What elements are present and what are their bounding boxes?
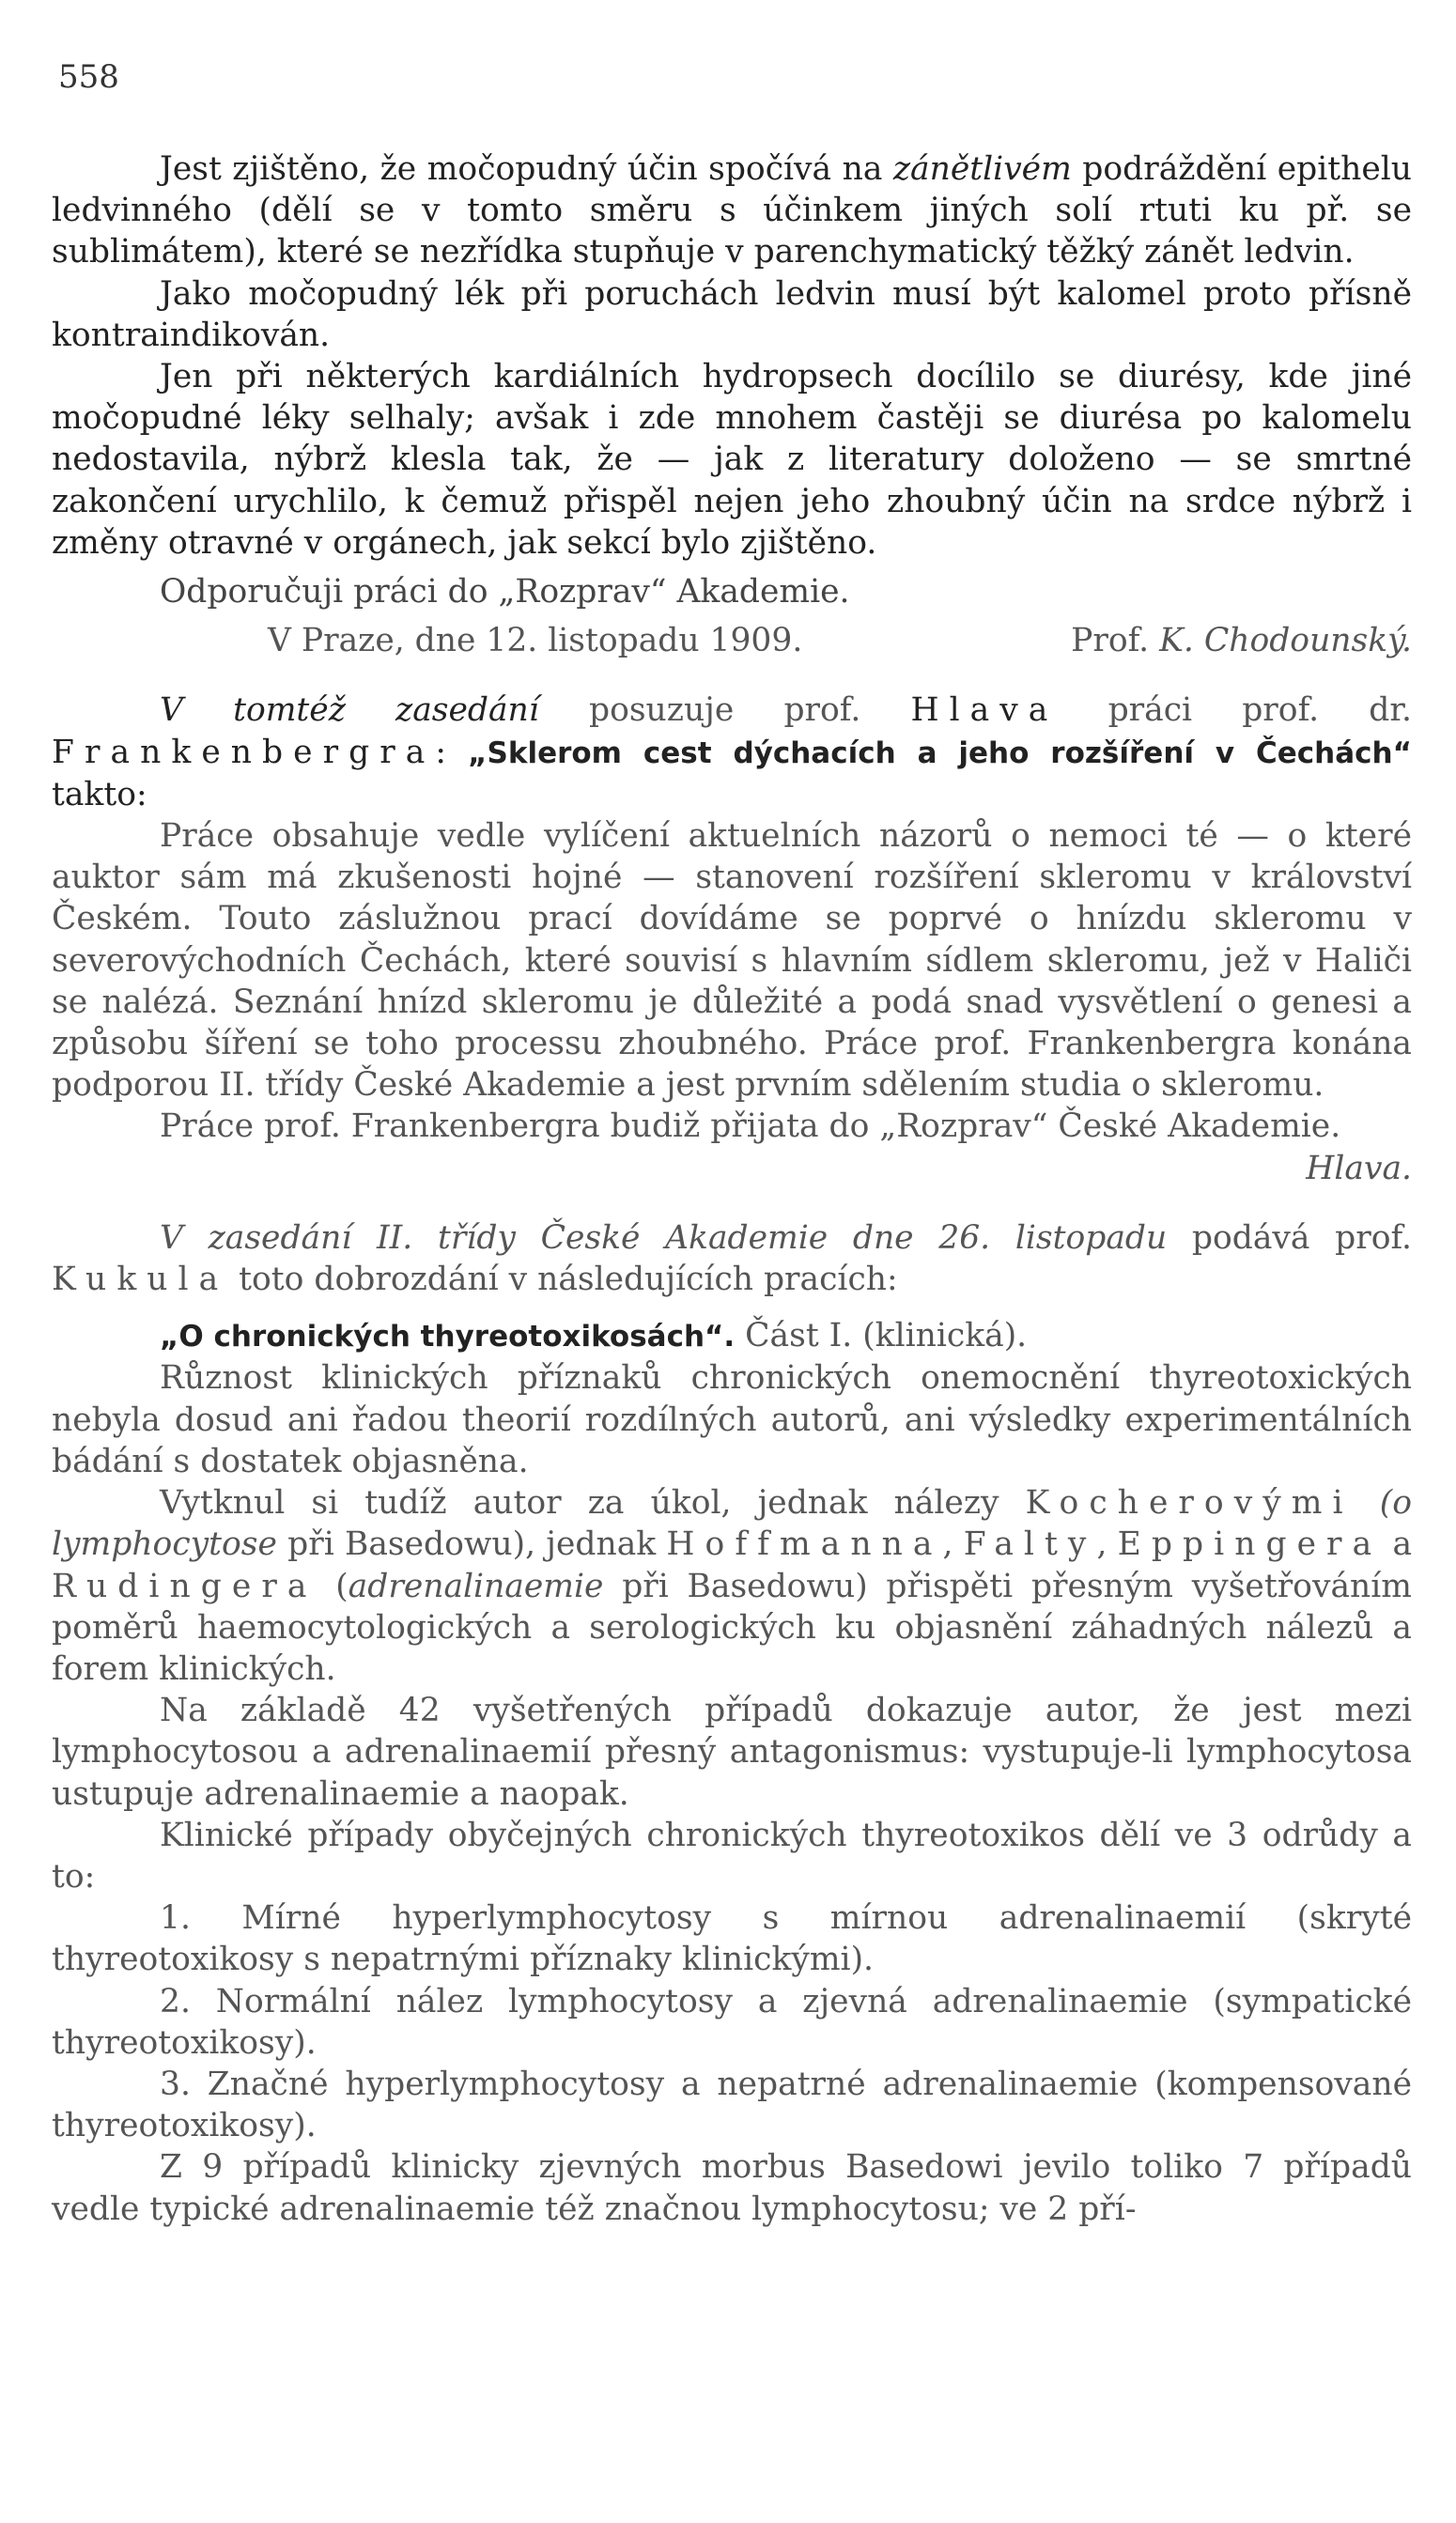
article-body bbox=[52, 148, 1412, 2230]
signature: Prof. K. Chodounský. bbox=[1071, 622, 1412, 660]
paragraph: Vytknul si tudíž autor za úkol, jednak nálezy Kocherovými (o lymphocytose při Basedowu), jednak Hoffmanna, Falty, Eppingera a Rudingera (adrenalinaemie při Basedowu) přispěti přesným vyšetřováním poměrů haemocytologických a serologických ku objasnění záhadných nálezů a forem klinických. bbox=[52, 1484, 1413, 1688]
reviewer-name: Hlava bbox=[910, 691, 1059, 730]
session-heading: V zasedání II. třídy České Akademie dne 26. listopadu bbox=[160, 1218, 1168, 1257]
page-number: 558 bbox=[58, 58, 119, 96]
session-heading: V tomtéž zasedání bbox=[160, 691, 539, 730]
section-intro: V tomtéž zasedání posuzuje prof. Hlava práci prof. dr. Frankenbergra: „Sklerom cest dýchacích a jeho rozšíření v Čechách“ takto: bbox=[52, 691, 1412, 813]
paragraph: Práce prof. Frankenbergra budiž přijata do „Rozprav“ České Akademie. bbox=[160, 1107, 1341, 1146]
list-item: 3. Značné hyperlymphocytosy a nepatrné adrenalinaemie (kompensované thyreotoxikosy). bbox=[52, 2065, 1412, 2145]
list-item: 2. Normální nález lymphocytosy a zjevná adrenalinaemie (sympatické thyreotoxikosy). bbox=[52, 1982, 1412, 2062]
paragraph: Jen při některých kardiálních hydropsech docílilo se diurésy, kde jiné močopudné léky selhaly; avšak i zde mnohem častěji se diurésa po kalomelu nedostavila, nýbrž klesla tak, že — jak z literatury doloženo — se smrtné zakončení urychlilo, k čemuž přispěl nejen jeho zhoubný účin na srdce nýbrž i změny otravné v orgánech, jak sekcí bylo zjištěno. bbox=[52, 358, 1412, 562]
paragraph: Z 9 případů klinicky zjevných morbus Basedowi jevilo toliko 7 případů vedle typické adrenalinaemie též značnou lymphocytosu; ve 2 pří- bbox=[52, 2148, 1412, 2228]
author-name: Frankenbergra bbox=[52, 733, 436, 771]
signature-line bbox=[52, 1148, 1412, 1189]
place-date: V Praze, dne 12. listopadu 1909. bbox=[268, 622, 803, 660]
work-heading: „O chronických thyreotoxikosách“. Část I. (klinická). bbox=[160, 1317, 1028, 1355]
reviewer-name: Kukula bbox=[52, 1261, 229, 1299]
list-item: 1. Mírné hyperlymphocytosy s mírnou adrenalinaemií (skryté thyreotoxikosy s nepatrnými příznaky klinickými). bbox=[52, 1899, 1412, 1979]
signature-line bbox=[52, 620, 1412, 661]
paragraph: Různost klinických příznaků chronických onemocnění thyreotoxických nebyla dosud ani řadou theorií rozdílných autorů, ani výsledky experimentálních bádání s dostatek objasněna. bbox=[52, 1359, 1412, 1480]
section-intro: V zasedání II. třídy České Akademie dne 26. listopadu podává prof. Kukula toto dobrozdání v následujících pracích: bbox=[52, 1218, 1412, 1299]
paragraph: Jako močopudný lék při poruchách ledvin musí být kalomel proto přísně kontraindikován. bbox=[52, 274, 1412, 354]
work-title: „O chronických thyreotoxikosách“. bbox=[160, 1320, 736, 1354]
signature: Hlava. bbox=[1306, 1149, 1412, 1187]
emphasis: zánětlivém bbox=[892, 150, 1072, 188]
paragraph: Jest zjištěno, že močopudný účin spočívá na zánětlivém podráždění epithelu ledvinného (dělí se v tomto směru s účinkem jiných solí rtuti ku př. se sublimátem), které se nezřídka stupňuje v parenchymatický těžký zánět ledvin. bbox=[52, 150, 1412, 271]
paragraph: Klinické případy obyčejných chronických thyreotoxikos dělí ve 3 odrůdy a to: bbox=[52, 1816, 1412, 1896]
work-title: „Sklerom cest dýchacích a jeho rozšíření v Čechách“ bbox=[468, 735, 1412, 770]
recommendation: Odporučuji práci do „Rozprav“ Akademie. bbox=[160, 573, 850, 611]
paragraph: Práce obsahuje vedle vylíčení aktuelních názorů o nemoci té — o které auktor sám má zkušenosti hojné — stanovení rozšíření skleromu v království Českém. Touto záslužnou prací dovídáme se poprvé o hnízdu skleromu v severovýchodních Čechách, které souvisí s hlavním sídlem skleromu, jež v Haliči se nalézá. Seznání hnízd skleromu je důležité a podá snad vysvětlení o genesi a způsobu šíření se toho processu zhoubného. Práce prof. Frankenbergra konána podporou II. třídy České Akademie a jest prvním sdělením studia o skleromu. bbox=[52, 817, 1412, 1105]
paragraph: Na základě 42 vyšetřených případů dokazuje autor, že jest mezi lymphocytosou a adrenalinaemií přesný antagonismus: vystupuje-li lymphocytosa ustupuje adrenalinaemie a naopak. bbox=[52, 1692, 1412, 1813]
